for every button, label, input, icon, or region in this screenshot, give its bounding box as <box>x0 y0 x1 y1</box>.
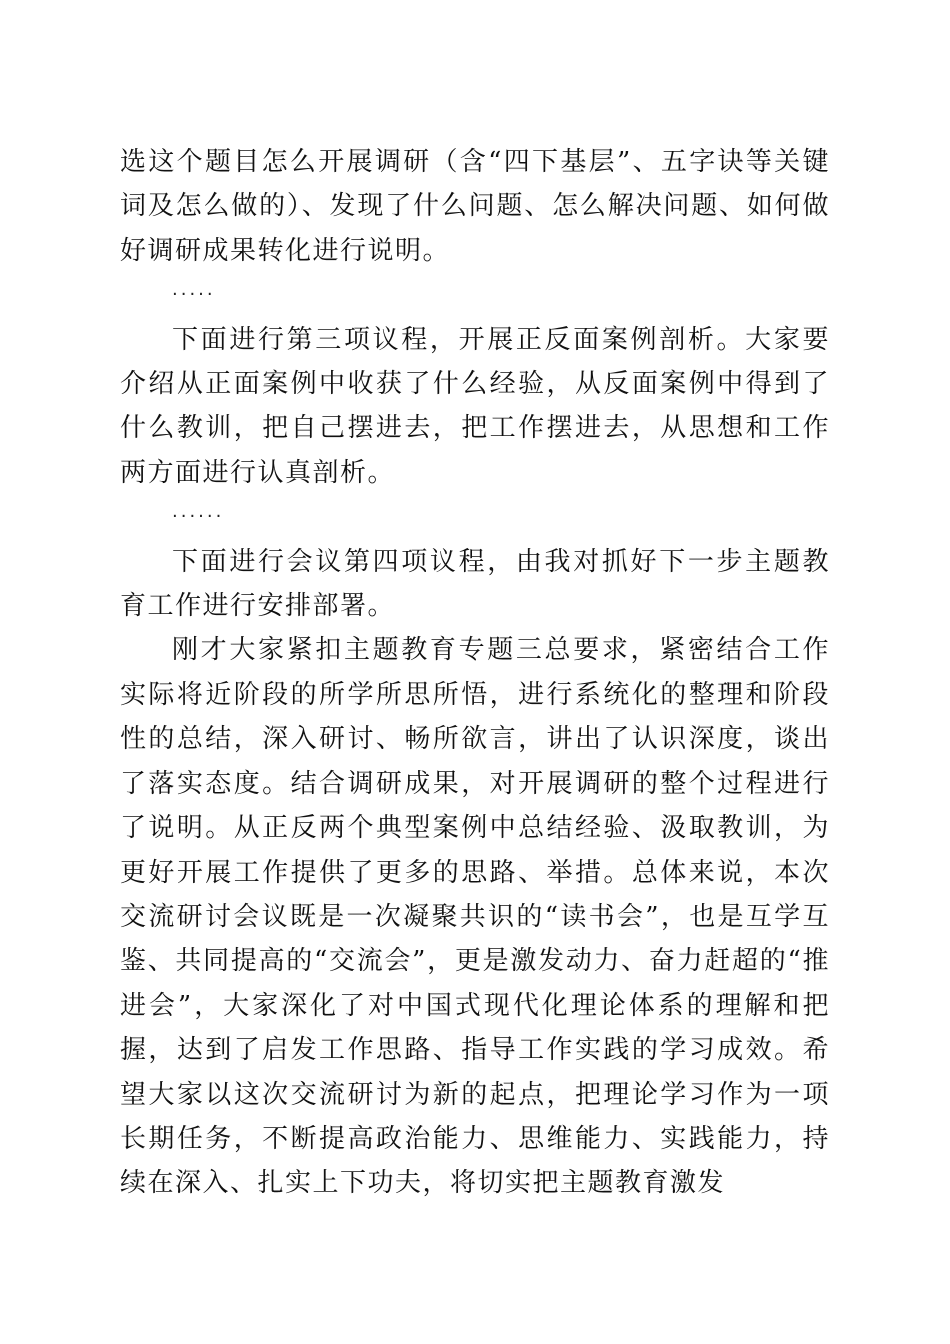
paragraph-agenda-four: 下面进行会议第四项议程，由我对抓好下一步主题教育工作进行安排部署。 <box>120 546 830 622</box>
ellipsis-marker: ······ <box>172 506 225 528</box>
ellipsis-marker: ····· <box>172 284 216 306</box>
paragraph-agenda-three: 下面进行第三项议程，开展正反面案例剖析。大家要介绍从正面案例中收获了什么经验，从反面案例中得到了什么教训，把自己摆进去，把工作摆进去，从思想和工作两方面进行认真剖析。 <box>120 324 830 488</box>
paragraph-summary: 刚才大家紧扣主题教育专题三总要求，紧密结合工作实际将近阶段的所学所思所悟，进行系统化的整理和阶段性的总结，深入研讨、畅所欲言，讲出了认识深度，谈出了落实态度。结合调研成果，对开展调研的整个过程进行了说明。从正反两个典型案例中总结经验、汲取教训，为更好开展工作提供了更多的思路、举措。总体来说，本次交流研讨会议既是一次凝聚共识的“读书会”，也是互学互鉴、共同提高的“交流会”，更是激发动力、奋力赶超的“推进会”，大家深化了对中国式现代化理论体系的理解和把握，达到了启发工作思路、指导工作实践的学习成效。希望大家以这次交流研讨为新的起点，把理论学习作为一项长期任务，不断提高政治能力、思维能力、实践能力，持续在深入、扎实上下功夫，将切实把主题教育激发 <box>120 635 830 1199</box>
document-body <box>120 140 830 1206</box>
paragraph-research-explanation: 选这个题目怎么开展调研（含“四下基层”、五字诀等关键词及怎么做的）、发现了什么问题、怎么解决问题、如何做好调研成果转化进行说明。 <box>120 147 830 266</box>
